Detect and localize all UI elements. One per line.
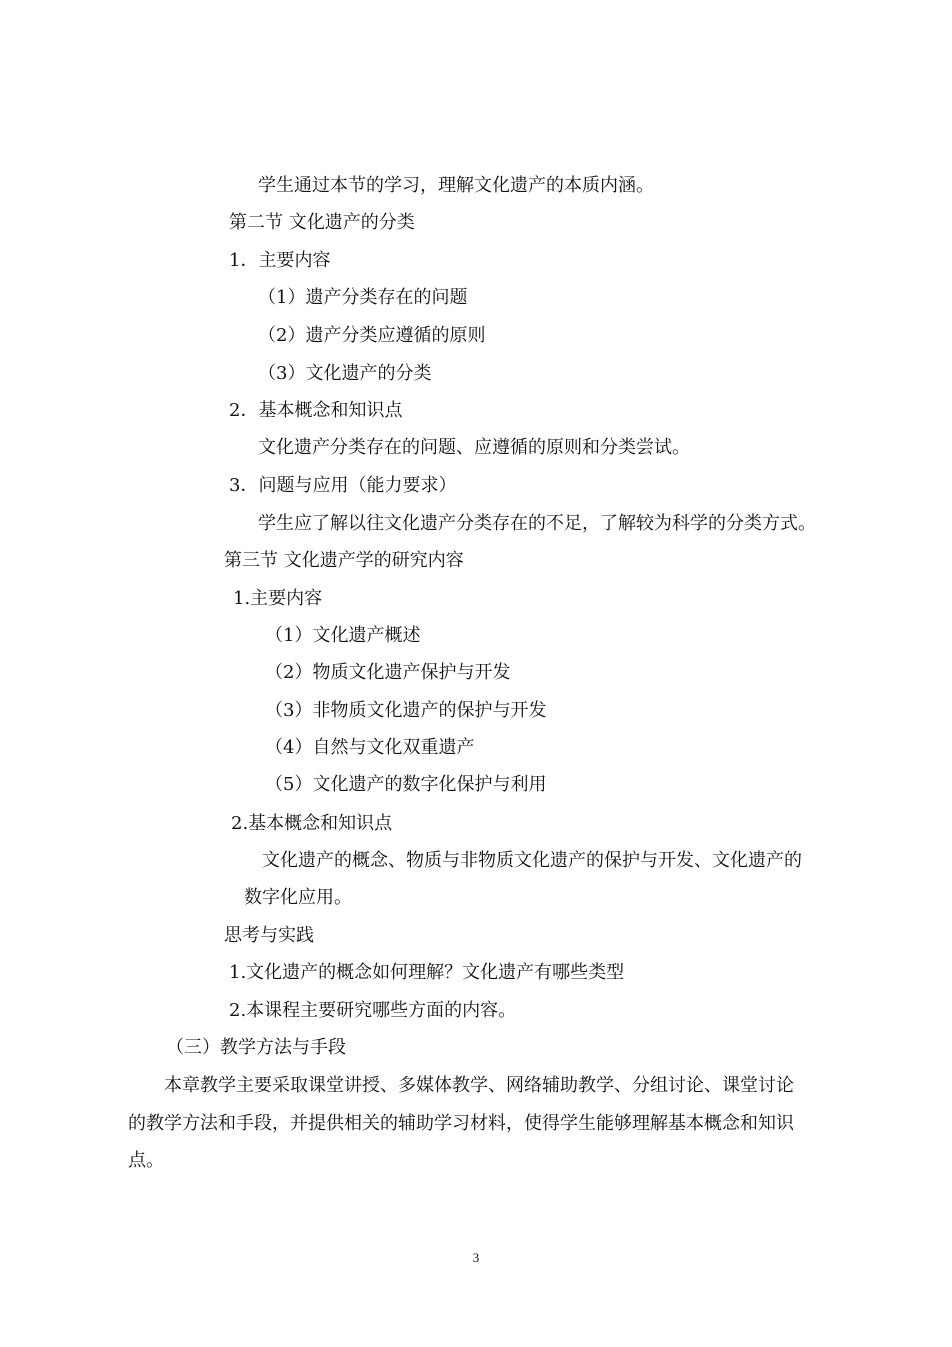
list-item: （1）遗产分类存在的问题: [258, 287, 468, 308]
section-heading-2: 第二节 文化遗产的分类: [229, 212, 415, 233]
section-heading: （三）教学方法与手段: [166, 1037, 346, 1058]
text-line: 学生应了解以往文化遗产分类存在的不足，了解较为科学的分类方式。: [258, 513, 816, 534]
list-item: （2）遗产分类应遵循的原则: [258, 325, 486, 346]
list-item: （4）自然与文化双重遗产: [265, 737, 475, 758]
section-heading-3: 第三节 文化遗产学的研究内容: [224, 550, 464, 571]
paragraph-line: 点。: [128, 1150, 164, 1171]
subheading: 2.基本概念和知识点: [231, 813, 393, 834]
text-line: 学生通过本节的学习，理解文化遗产的本质内涵。: [258, 175, 654, 196]
page-number: 3: [472, 1250, 480, 1265]
subheading: 思考与实践: [224, 925, 314, 946]
list-item: （2）物质文化遗产保护与开发: [265, 662, 511, 683]
subheading: 1.主要内容: [233, 588, 323, 609]
list-item: （5）文化遗产的数字化保护与利用: [265, 774, 547, 795]
paragraph-line: 本章教学主要采取课堂讲授、多媒体教学、网络辅助教学、分组讨论、课堂讨论: [164, 1075, 794, 1096]
subheading: 3．问题与应用（能力要求）: [229, 475, 457, 496]
text-line: 文化遗产的概念、物质与非物质文化遗产的保护与开发、文化遗产的: [262, 850, 802, 871]
text-line: 数字化应用。: [244, 887, 352, 908]
paragraph-line: 的教学方法和手段，并提供相关的辅助学习材料，使得学生能够理解基本概念和知识: [128, 1113, 794, 1134]
text-line: 文化遗产分类存在的问题、应遵循的原则和分类尝试。: [258, 437, 690, 458]
list-item: （3）文化遗产的分类: [258, 363, 432, 384]
subheading: 1．主要内容: [229, 250, 331, 271]
list-item: 2.本课程主要研究哪些方面的内容。: [229, 1000, 517, 1021]
list-item: （1）文化遗产概述: [265, 625, 421, 646]
list-item: 1.文化遗产的概念如何理解？文化遗产有哪些类型: [229, 962, 625, 983]
subheading: 2．基本概念和知识点: [229, 400, 403, 421]
list-item: （3）非物质文化遗产的保护与开发: [265, 700, 547, 721]
